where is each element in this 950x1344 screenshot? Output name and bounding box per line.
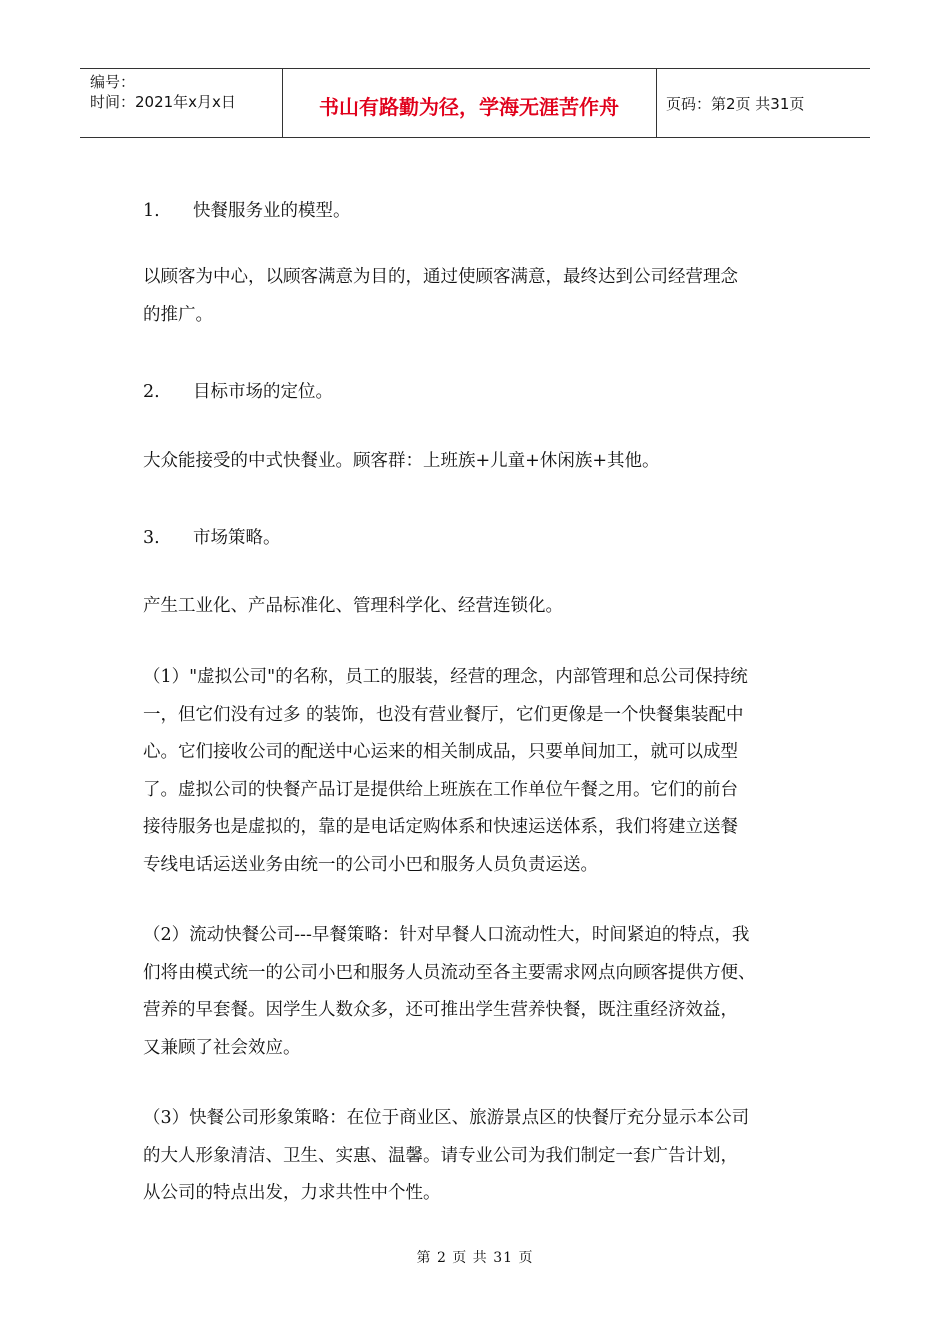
header-middle-cell bbox=[282, 69, 657, 137]
paragraph-breakfast-strategy bbox=[143, 917, 823, 1067]
text-line: 们将由模式统一的公司小巴和服务人员流动至各主要需求网点向顾客提供方便、 bbox=[143, 962, 756, 983]
text-line: （3）快餐公司形象策略：在位于商业区、旅游景点区的快餐厅充分显示本公司 bbox=[143, 1108, 750, 1128]
section-title: 目标市场的定位。 bbox=[193, 382, 333, 402]
text-line: 又兼顾了社会效应。 bbox=[143, 1037, 301, 1058]
text-line: 营养的早套餐。因学生人数众多，还可推出学生营养快餐，既注重经济效益， bbox=[143, 1000, 738, 1020]
text-line: 接待服务也是虚拟的，靠的是电话定购体系和快速运送体系，我们将建立送餐 bbox=[143, 817, 738, 837]
section-title: 市场策略。 bbox=[193, 528, 281, 548]
paragraph-virtual-company bbox=[143, 659, 823, 884]
text-line: 从公司的特点出发，力求共性中个性。 bbox=[143, 1183, 441, 1203]
text-line: 专线电话运送业务由统一的公司小巴和服务人员负责运送。 bbox=[143, 854, 598, 875]
header-motto: 书山有路勤为径，学海无涯苦作舟 bbox=[319, 95, 619, 119]
paragraph-market-strategy bbox=[143, 588, 823, 626]
text-line: 的大人形象清洁、卫生、实惠、温馨。请专业公司为我们制定一套广告计划， bbox=[143, 1145, 738, 1166]
section-heading-3 bbox=[143, 524, 281, 549]
paragraph-customer-focus bbox=[143, 259, 823, 334]
text-line: 心。它们接收公司的配送中心运来的相关制成品，只要单间加工，就可以成型 bbox=[143, 742, 738, 762]
section-title: 快餐服务业的模型。 bbox=[193, 201, 351, 221]
header-left-cell bbox=[80, 69, 283, 137]
section-number: 1. bbox=[143, 201, 160, 221]
section-number: 3. bbox=[143, 528, 160, 548]
text-line: 产生工业化、产品标准化、管理科学化、经营连锁化。 bbox=[143, 596, 563, 616]
text-line: （1）"虚拟公司"的名称，员工的服装，经营的理念，内部管理和总公司保持统 bbox=[143, 667, 748, 687]
page-footer: 第 2 页 共 31 页 bbox=[416, 1250, 534, 1266]
section-number: 2. bbox=[143, 382, 160, 402]
text-line: （2）流动快餐公司---早餐策略：针对早餐人口流动性大，时间紧迫的特点，我 bbox=[143, 925, 750, 945]
paragraph-image-strategy bbox=[143, 1100, 823, 1213]
paragraph-target-market bbox=[143, 443, 823, 481]
text-line: 了。虚拟公司的快餐产品订是提供给上班族在工作单位午餐之用。它们的前台 bbox=[143, 779, 738, 800]
document-header bbox=[80, 68, 870, 138]
text-line: 的推广。 bbox=[143, 304, 213, 325]
document-code-label: 编号： bbox=[90, 73, 136, 91]
header-page-info: 页码：第2页 共31页 bbox=[666, 95, 805, 113]
text-line: 以顾客为中心，以顾客满意为目的，通过使顾客满意，最终达到公司经营理念 bbox=[143, 267, 738, 287]
header-right-cell bbox=[656, 69, 870, 137]
section-heading-1 bbox=[143, 197, 351, 222]
section-heading-2 bbox=[143, 378, 333, 403]
text-line: 大众能接受的中式快餐业。顾客群：上班族+儿童+休闲族+其他。 bbox=[143, 451, 660, 471]
text-line: 一，但它们没有过多 的装饰，也没有营业餐厅，它们更像是一个快餐集装配中 bbox=[143, 704, 744, 725]
document-date: 时间：2021年x月x日 bbox=[90, 93, 236, 111]
